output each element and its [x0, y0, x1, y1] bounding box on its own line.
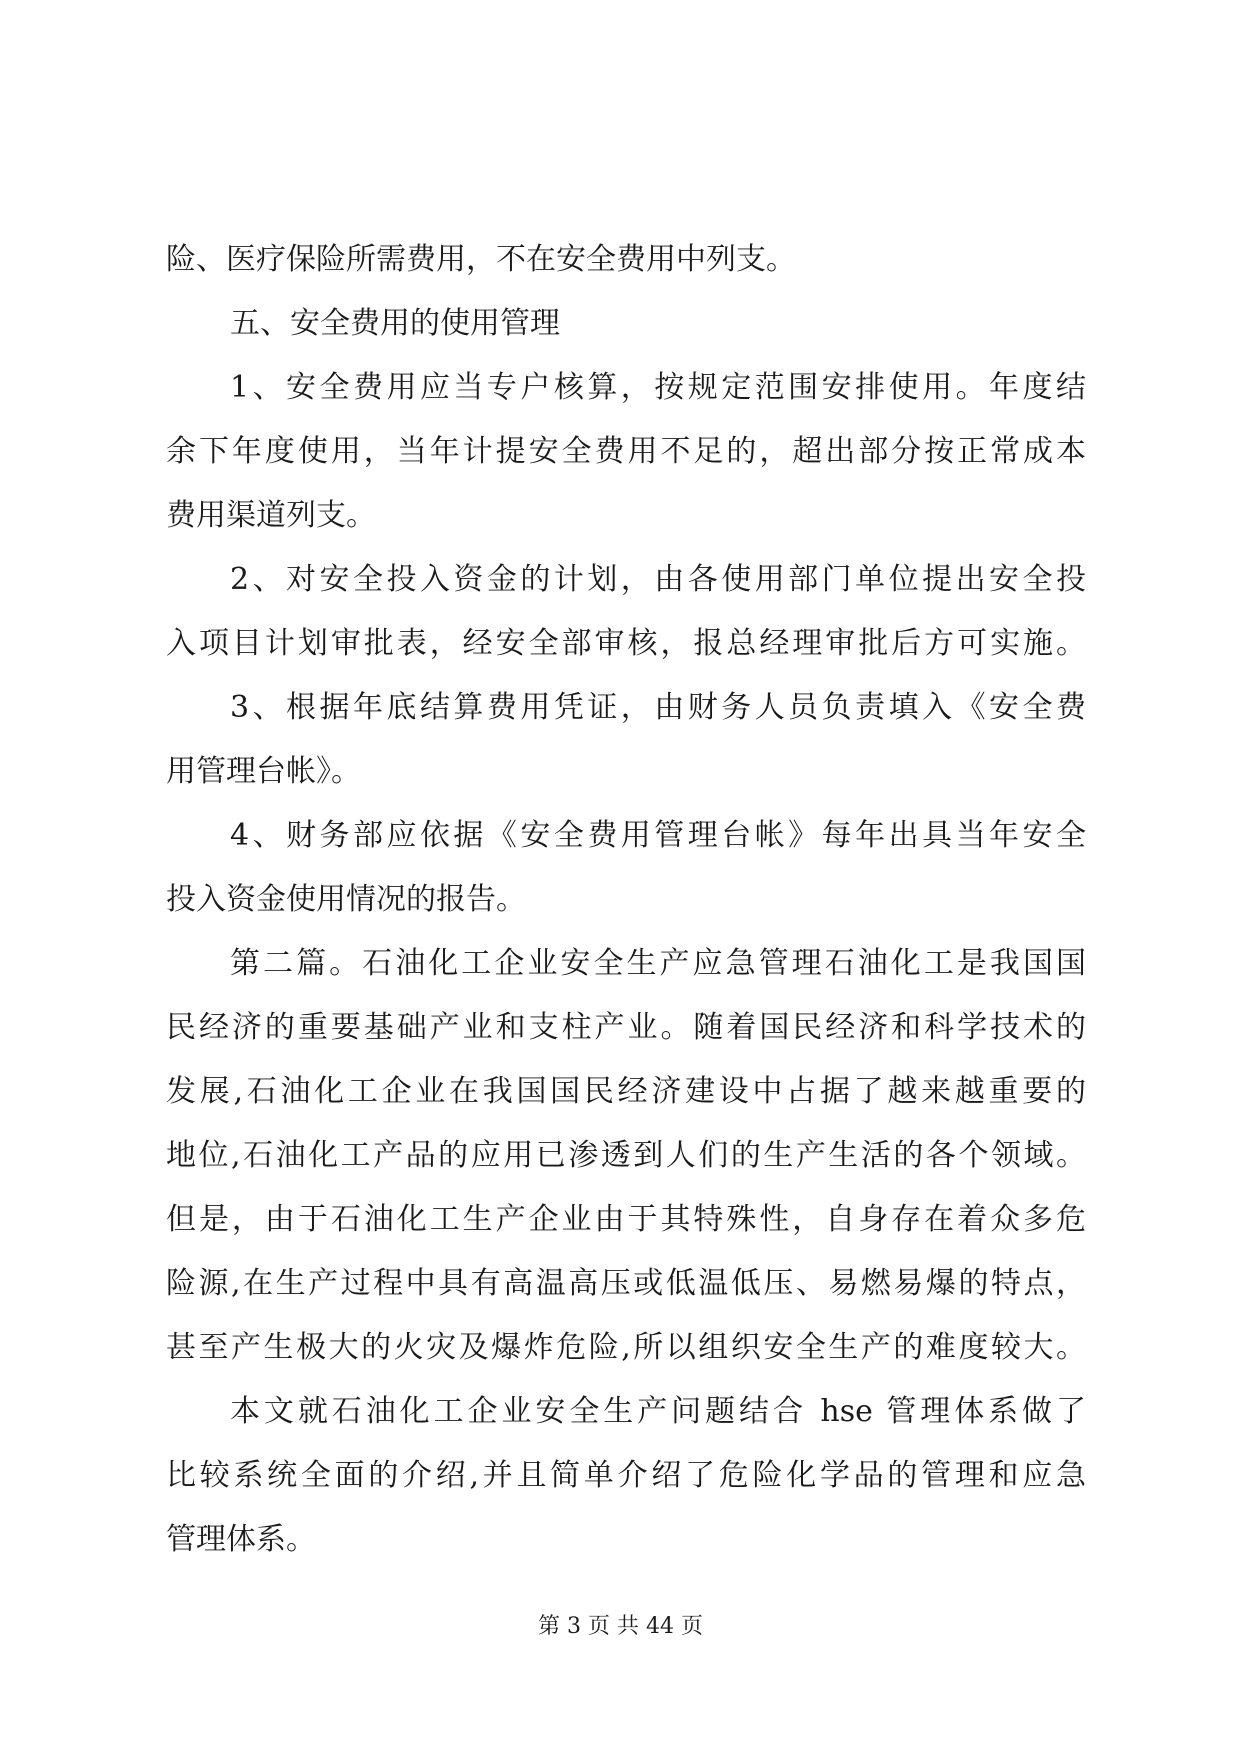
text-line: 投入资金使用情况的报告。 — [166, 882, 526, 917]
text-line: 3、根据年底结算费用凭证，由财务人员负责填入《安全费 — [230, 690, 1086, 725]
text-line: 费用渠道列支。 — [166, 498, 376, 533]
text-line: 比较系统全面的介绍,并且简单介绍了危险化学品的管理和应急 — [166, 1458, 1086, 1493]
text-line: 发展,石油化工企业在我国国民经济建设中占据了越来越重要的 — [166, 1074, 1086, 1109]
text-line: 第二篇。石油化工企业安全生产应急管理石油化工是我国国 — [230, 946, 1086, 981]
page-number-footer: 第 3 页 共 44 页 — [538, 1614, 703, 1639]
text-line: 入项目计划审批表，经安全部审核，报总经理审批后方可实施。 — [166, 626, 1086, 661]
text-line: 但是，由于石油化工生产企业由于其特殊性，自身存在着众多危 — [166, 1202, 1086, 1237]
text-line: 甚至产生极大的火灾及爆炸危险,所以组织安全生产的难度较大。 — [166, 1330, 1086, 1365]
text-line: 余下年度使用，当年计提安全费用不足的，超出部分按正常成本 — [166, 434, 1086, 469]
text-line: 用管理台帐》。 — [166, 754, 361, 789]
text-line: 险、医疗保险所需费用，不在安全费用中列支。 — [166, 242, 796, 277]
text-line: 民经济的重要基础产业和支柱产业。随着国民经济和科学技术的 — [166, 1010, 1086, 1045]
text-line: 1、安全费用应当专户核算，按规定范围安排使用。年度结 — [230, 370, 1086, 405]
text-line: 4、财务部应依据《安全费用管理台帐》每年出具当年安全 — [230, 818, 1086, 853]
text-line: 地位,石油化工产品的应用已渗透到人们的生产生活的各个领域。 — [166, 1138, 1086, 1173]
text-line: 管理体系。 — [166, 1522, 316, 1557]
text-line: 2、对安全投入资金的计划，由各使用部门单位提出安全投 — [230, 562, 1086, 597]
text-line: 本文就石油化工企业安全生产问题结合 hse 管理体系做了 — [230, 1394, 1086, 1429]
section-heading: 五、安全费用的使用管理 — [230, 306, 560, 341]
text-line: 险源,在生产过程中具有高温高压或低温低压、易燃易爆的特点， — [166, 1266, 1086, 1301]
document-body — [166, 228, 1086, 1572]
